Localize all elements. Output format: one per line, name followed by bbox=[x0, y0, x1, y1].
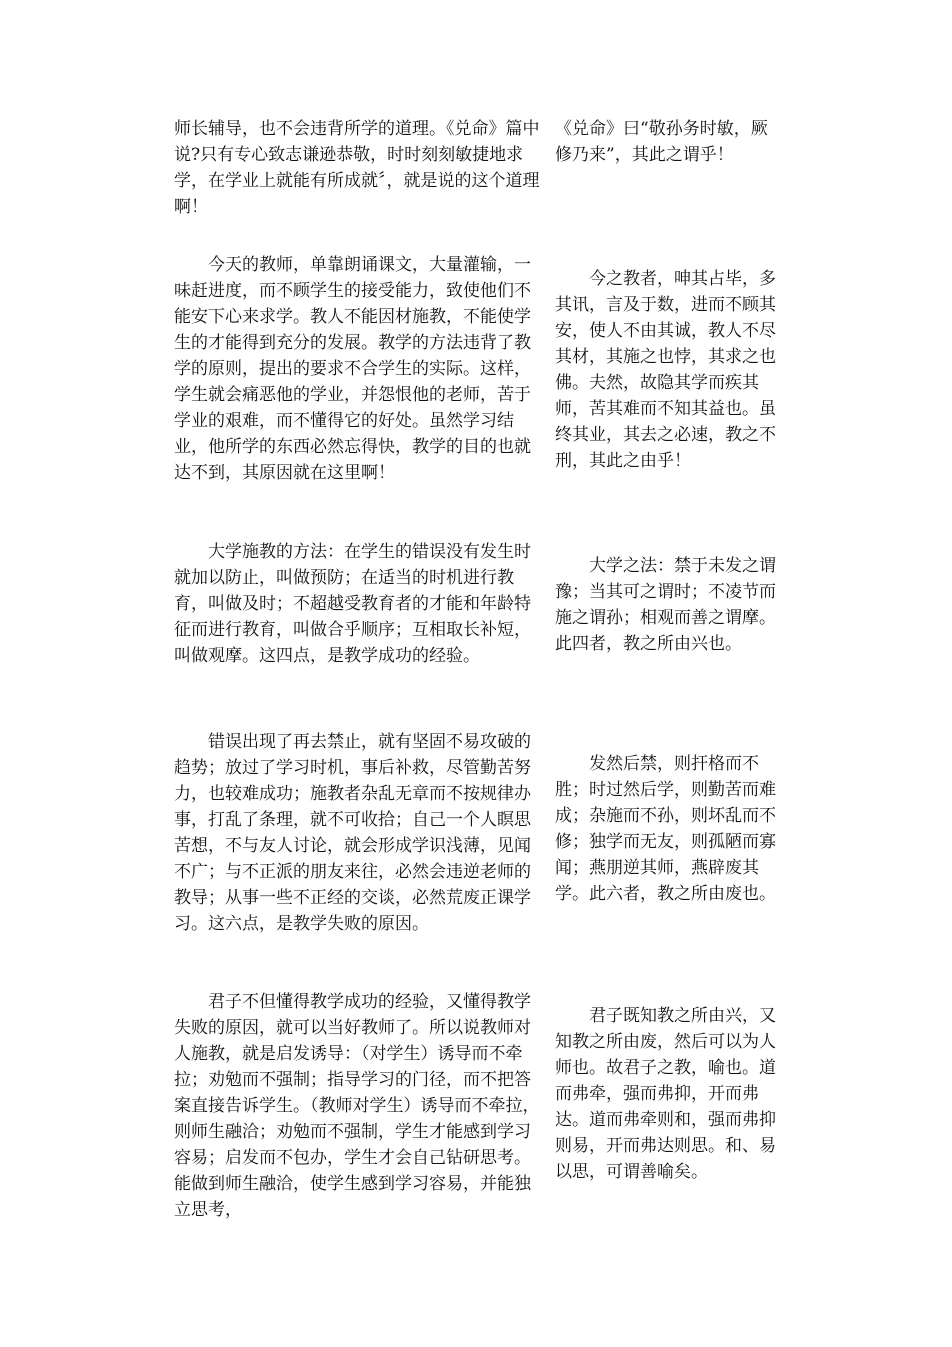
modern-translation: 错误出现了再去禁止，就有坚固不易攻破的趋势；放过了学习时机，事后补救，尽管勤苦努力，也较难成功；施教者杂乱无章而不按规律办事，打乱了条理，就不可收拾；自己一个人瞑思苦想，不与友人讨论，就会形成学识浅薄，见闻不广；与不正派的朋友来往，必然会违逆老师的教导；从事一些不正经的交谈，必然荒废正课学习。这六点，是教学失败的原因。 bbox=[174, 732, 531, 934]
classical-text: 发然后禁，则扞格而不胜；时过然后学，则勤苦而难成；杂施而不孙，则坏乱而不修；独学而无友，则孤陋而寡闻；燕朋逆其师，燕辟废其学。此六者，教之所由废也。 bbox=[555, 754, 776, 904]
modern-translation: 今天的教师，单靠朗诵课文，大量灌输，一味赶进度，而不顾学生的接受能力，致使他们不能安下心来求学。教人不能因材施教，不能使学生的才能得到充分的发展。教学的方法违背了教学的原则，提出的要求不合学生的实际。这样，学生就会痛恶他的学业，并怨恨他的老师，苦于学业的艰难，而不懂得它的好处。虽然学习结业，他所学的东西必然忘得快，教学的目的也就达不到，其原因就在这里啊！ bbox=[174, 255, 531, 483]
modern-translation: 大学施教的方法：在学生的错误没有发生时就加以防止，叫做预防；在适当的时机进行教育，叫做及时；不超越受教育者的才能和年龄特征而进行教育，叫做合乎顺序；互相取长补短，叫做观摩。这四点，是教学成功的经验。 bbox=[174, 542, 531, 666]
classical-text: 大学之法：禁于未发之谓豫；当其可之谓时；不凌节而施之谓孙；相观而善之谓摩。此四者，教之所由兴也。 bbox=[555, 556, 776, 654]
classical-text: 今之教者，呻其占毕，多其讯，言及于数，进而不顾其安，使人不由其诚，教人不尽其材，其施之也悖，其求之也佛。夫然，故隐其学而疾其师，苦其难而不知其益也。虽终其业，其去之必速，教之不刑，其此之由乎！ bbox=[555, 269, 776, 471]
modern-translation: 君子不但懂得教学成功的经验，又懂得教学失败的原因，就可以当好教师了。所以说教师对人施教，就是启发诱导：（对学生）诱导而不牵拉；劝勉而不强制；指导学习的门径，而不把答案直接告诉学生。（教师对学生）诱导而不牵拉，则师生融洽；劝勉而不强制，学生才能感到学习容易；启发而不包办，学生才会自己钻研思考。能做到师生融洽，使学生感到学习容易，并能独立思考， bbox=[174, 992, 540, 1220]
modern-translation: 师长辅导，也不会违背所学的道理。《兑命》篇中说?只有专心致志谦逊恭敬，时时刻刻敏捷地求学，在学业上就能有所成就〞，就是说的这个道理啊！ bbox=[174, 119, 540, 217]
classical-text: 君子既知教之所由兴，又知教之所由废，然后可以为人师也。故君子之教，喻也。道而弗牵，强而弗抑，开而弗达。道而弗牵则和，强而弗抑则易，开而弗达则思。和、易以思，可谓善喻矣。 bbox=[555, 1006, 776, 1182]
classical-text: 《兑命》曰“敬孙务时敏，厥修乃来”，其此之谓乎！ bbox=[555, 119, 768, 165]
